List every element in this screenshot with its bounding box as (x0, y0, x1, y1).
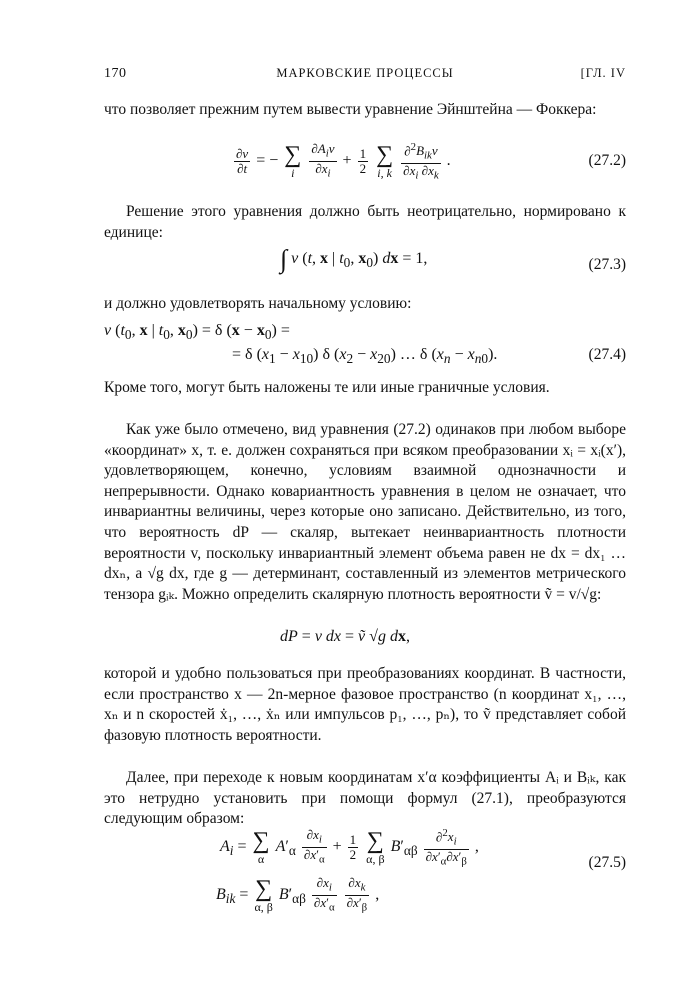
paragraph-7: Далее, при переходе к новым координатам x′α коэффициенты Aᵢ и Bᵢₖ, как это нетрудно установить при помощи формул (27.1), преобразуются следующим образом: (104, 769, 626, 828)
equation-27-4 (104, 320, 626, 368)
running-title: МАРКОВСКИЕ ПРОЦЕССЫ (276, 66, 454, 80)
equation-dp (104, 626, 626, 654)
equation-27-5-line1: $A_i$ = ∑ α $A'_\alpha$ $\frac{\partial x_i}{\partial x'_\alpha}$ + $\frac{1}{2}$ ∑ α, β $B'_{\alpha\beta}$ $\frac{\partial^2x_i}{\partial x'_\alpha\partial x'_\beta}$ , (220, 827, 479, 868)
equation-dp-body: dP = v dx = ṽ √g dx, (280, 628, 410, 645)
equation-number: (27.5) (588, 854, 626, 871)
equation-number: (27.3) (588, 256, 626, 273)
equation-27-4-line1: v ($t_0$, x | $t_0$, $x_0) = \delta$ $(x - x_0)$ = (104, 322, 290, 343)
page-header (104, 66, 626, 88)
paragraph-3: и должно удовлетворять начальному условию: (104, 295, 412, 312)
equation-27-3 (104, 244, 626, 282)
page-number: 170 (104, 66, 127, 81)
paragraph-5: Как уже было отмечено, вид уравнения (27.2) одинаков при любом выборе «координат» x, т. е. должен сохраняться при всяком преобразовании xᵢ = xᵢ(x′), удовлетворяющем, конечно, условиям взаимной однозначности и непрерывности. Однако ковариантность уравнения в целом не означает, что инвариантны величины, через которые оно записано. Действительно, из того, что вероятность dP — скаляр, вытекает неинвариантность плотности вероятности v, поскольку инвариантный элемент объема равен не dx = dx₁ … dxₙ, а √g dx, где g — детерминант, составленный из элементов метрического тензора gᵢₖ. Можно определить скалярную плотность вероятности ṽ = v/√g: (104, 421, 626, 603)
equation-27-3-body: ∫ v (t, x | $t_0$, $x_0$) dx = 1, (280, 244, 428, 274)
equation-number: (27.2) (588, 152, 626, 169)
equation-number: (27.4) (588, 346, 626, 363)
chapter-label: [ГЛ. IV (580, 66, 626, 80)
equation-27-2-body: $\frac{\partial v}{\partial t}$ = − ∑ i $\frac{\partial A_iv}{\partial x_i}$ + $\frac{1}{2}$ ∑ i, k $\frac{\partial^2B_{ik}v}{\partial x_i \partial x_k}$ . (236, 141, 451, 182)
paragraph-4: Кроме того, могут быть наложены те или иные граничные условия. (104, 379, 550, 396)
equation-27-5-line2: $B_{ik}$ = ∑ α, β $B'_{\alpha\beta}$ $\frac{\partial x_i}{\partial x'_\alpha}$ $\frac{\partial x_k}{\partial x'_\beta}$ , (216, 875, 380, 915)
paragraph-2: Решение этого уравнения должно быть неотрицательно, нормировано к единице: (104, 203, 626, 241)
equation-27-5 (104, 826, 626, 926)
paragraph-6: которой и удобно пользоваться при преобразованиях координат. В частности, если пространство x — 2n-мерное фазовое пространство (n координат x₁, …, xₙ и n скоростей ẋ₁, …, ẋₙ или импульсов p₁, …, pₙ), то ṽ представляет собой фазовую плотность вероятности. (104, 665, 626, 744)
equation-27-2 (104, 140, 626, 190)
paragraph-1: что позволяет прежним путем вывести уравнение Эйнштейна — Фоккера: (104, 101, 597, 118)
equation-27-4-line2: = δ $(x_1 - x_{10})$ δ $(x_2 - x_{20})$ … δ $(x_n - x_{n0})$. (232, 346, 498, 367)
